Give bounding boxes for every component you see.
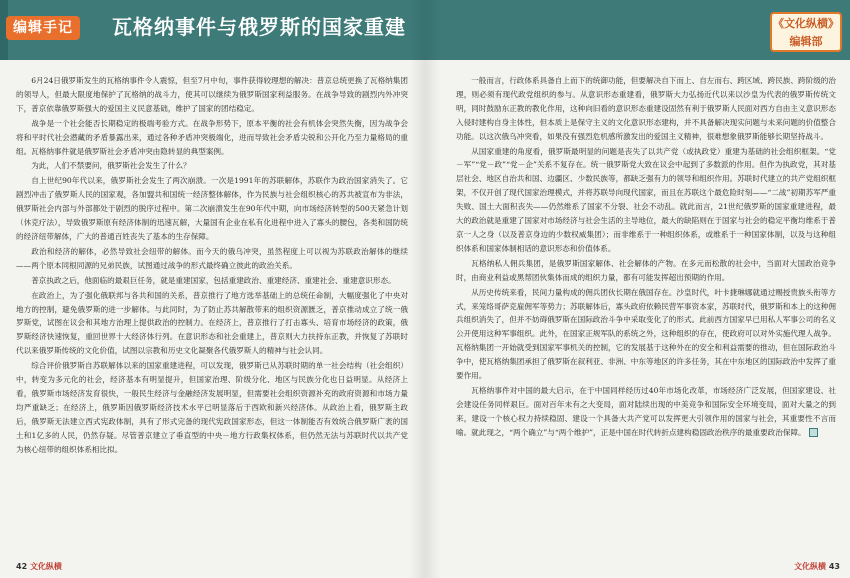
paragraph: 自上世纪90年代以来，俄罗斯社会发生了两次崩溃。一次是1991年的苏联解体，苏联作为政治国家消失了。它剧烈冲击了俄罗斯人民的国家观，各加盟共和国统一经济整体解体，作为民族与社会组织核心的苏共被宣布为非法，俄罗斯社会内部与外部都处于剧烈的脱序过程中。第二次崩溃发生在90年代中期，向市场经济转型的500天紧急计划（休克疗法），导致俄罗斯原有经济体制的迅速瓦解，大量国有企业在私有化进程中进入了寡头的腰包，各类和国防统的经济纽带解体，广大的普通百姓丧失了基本的生存保障。	[16, 176, 408, 241]
page-number-right: 43	[828, 562, 840, 571]
paragraph: 战争是一个社会能否长期稳定的极端考验方式。在战争形势下，原本平衡的社会有机体会突然失衡，因为战争会将和平时代社会潜藏的矛盾暴露出来，通过各种矛盾冲突极端化，进而导致社会矛盾尖锐和公开化乃至力量格局的重组。瓦格纳事件就是俄罗斯社会矛盾冲突由隐转显的典型案例。	[16, 118, 408, 156]
paragraph: 普京执政之后，他面临的最艰巨任务，就是重建国家，包括重建政治、重建经济、重建社会、重建意识形态。	[31, 275, 396, 285]
paragraph: 一般而言，行政体系具备自上而下的统御功能，但要解决自下而上、自左而右、跨区域、跨民族、跨阶级的治理，则必须有现代政党组织的参与。从意识形态重建看，俄罗斯大力弘扬近代以来以沙皇为代表的俄罗斯传统文明，同时鼓励东正教的教化作用，这种向旧看的意识形态重建设固然有利于俄罗斯人民面对西方自由主义意识形态入侵时建构自身主体性，但本质上是保守主义的文化意识形态建构，并不具备解决现实问题与未来问题的价值整合功能。以这次俄乌冲突看，如果没有强烈危机感所激发出的爱国主义精神，很难想象俄罗斯能够长期坚持战斗。	[456, 76, 836, 141]
page-gutter	[410, 0, 440, 578]
column-name: 《文化纵横》	[773, 17, 839, 30]
paragraph: 综合评价俄罗斯自苏联解体以来的国家重建进程，可以发现，俄罗斯已从苏联时期的单一社会结构（社会组织）中，转变为多元化的社会，经济基本有明显提升，但国家治理、阶级分化、地区与民族分化也日益明显。从经济上看，俄罗斯市场经济发育很快，一般民生经济与金融经济发展明显，但需要社会组织资源补充的政府资源和市场力量均严重缺乏；在经济上，俄罗斯因俄罗斯经济技术水平已明显落后于西欧和新兴经济体。从政治上看，俄罗斯主政后，俄罗斯无法建立西式宪政体制，具有了形式完备的现代宪政国家形态，但这一体制能否有效统合俄罗斯广袤的国土和1亿多的人民，仍然存疑。尽管普京建立了垂直型的中央－地方行政集权体系，但仍然无法与苏联时代以共产党为核心纽带的组织体系相比拟。	[16, 361, 408, 454]
column-tag	[770, 12, 842, 52]
left-page-text	[16, 74, 408, 554]
paragraph: 为此，人们不禁要问，俄罗斯社会发生了什么？	[31, 161, 191, 171]
paragraph-text: 瓦格纳事件对中国的最大启示，在于中国同样经历过40年市场化改革，市场经济广泛发展，但国家建设、社会建设任务同样艰巨。面对百年未有之大变局，面对陆续出现的中美竞争和国际安全环境变局，面对大量之的到来，建设一个核心权力持续稳固、建设一个具备大共产党可以发挥更大引领作用的国家与社会，其重要性不言而喻。就此现之，“两个确立”与“两个维护”，正是中国在时代转折点建构稳固政治秩序的最重要政治保障。	[456, 385, 836, 437]
footer-right	[794, 561, 840, 572]
end-mark-icon	[809, 428, 818, 437]
paragraph: 6月24日俄罗斯发生的瓦格纳事件令人震惊，但至7月中旬，事件获得较理想的解决：普京总统更换了瓦格纳集团的领导人，但最大限度地保护了瓦格纳的战斗力，使其可以继续为俄罗斯国家利益服务。在战争导致的剧烈内外冲突下，普京依靠俄罗斯强大的爱国主义民意基础，维护了国家的团结稳定。	[16, 76, 408, 113]
footer-left	[16, 561, 62, 572]
brand-left: 文化纵横	[29, 562, 62, 571]
page-number-left: 42	[16, 562, 28, 571]
paragraph: 在政治上，为了强化俄联邦与各共和国的关系，普京推行了地方选举基础上的总统任命制，大幅度强化了中央对地方的控制，避免俄罗斯的进一步解体。与此同时，为了防止苏共解散带来的组织资源匮乏，普京推动成立了统一俄罗斯党，试图在议会和其地方治理上提供政治的控制力。在经济上，普京推行了打击寡头、培育市场经济的政策，俄罗斯经济快速恢复，重回世界十大经济体行列。在意识形态和社会重建上，普京则大力扶持东正教，并恢复了苏联时代以来俄罗斯传统的文化价值，试图以宗教和历史文化凝聚各代俄罗斯人的精神与社会认同。	[16, 290, 408, 356]
paragraph: 从国家重建的角度看，俄罗斯最明显的问题是丧失了以共产党（或执政党）重建为基础的社会组织框架。“党－军”“党－政”“党－企”关系不复存在。统一俄罗斯党大致在议会中起到了多数派的作用。但作为执政党，其对基层社会、地区自治共和国、边疆区、少数民族等，都缺乏强有力的领导和组织作用。苏联时代建立的共产党组织框架，不仅开创了现代国家治理模式，并将苏联导向现代国家，而且在苏联这个最危险时刻——“二战”初期苏军严重失败、国土大面积丧失——仍然维系了国家不分裂、社会不动乱。就此而言，21世纪俄罗斯的国家重建进程，最大的政治就是重建了国家对市场经济与社会生活的主导地位，最大的缺陷则在于国家与社会的稳定平衡均维系于普京一人之身（以及普京身边的少数权威集团）；而非维系于一种组织体系，或维系于一种国家体制，以及与这种组织体系和国家体制相话的意识形态和价值体系。	[456, 146, 836, 253]
paragraph: 政治和经济的解体，必然导致社会纽带的解体。而今天的俄乌冲突，虽然程度上可以视为苏联政治解体的继续——两个原本同根同源的兄弟民族，试图通过战争的形式最终确立彼此的政治关系。	[16, 246, 408, 270]
brand-right: 文化纵横	[794, 562, 827, 571]
section-tag: 编辑手记	[6, 16, 80, 40]
column-author: 编辑部	[789, 35, 823, 48]
paragraph: 从历史传统来看，民间力量构成的佣兵团伙长期在俄国存在。沙皇时代，叶卡捷琳娜就通过赐授贵族头衔等方式，来笼络哥萨克雇佣军等势力；苏联解体后，寡头政府依赖民营军事资本家，苏联时代，俄罗斯和本上的这种佣兵组织消失了，但并不妨碍俄罗斯在国际政治斗争中采取变化了的形式。此前西方国家早已用私人军事公司的名义公开使用这种军事组织。此外，在国家正规军队的系统之外，这种组织的存在，使政府可以对外实施代理人战争。瓦格纳集团一开始就受到国家军事机关的控制，它的发展基于这种外在的安全和利益需要的推动，但在国际政治斗争中，使瓦格纳集团承担了俄罗斯在叙利亚、非洲、中东等地区的许多任务，其在中东地区的国际政治中发挥了重要作用。	[456, 287, 836, 381]
paragraph: 瓦格纳私人佣兵集团，是俄罗斯国家解体、社会解体的产物。在多元而松散的社会中，当面对大国政治竞争时，由商业利益或黑帮团伙集体而成的组织力量，都有可能发挥超出预期的作用。	[456, 258, 836, 282]
paragraph	[456, 384, 836, 440]
right-page-text	[456, 74, 836, 554]
article-title: 瓦格纳事件与俄罗斯的国家重建	[112, 15, 406, 39]
